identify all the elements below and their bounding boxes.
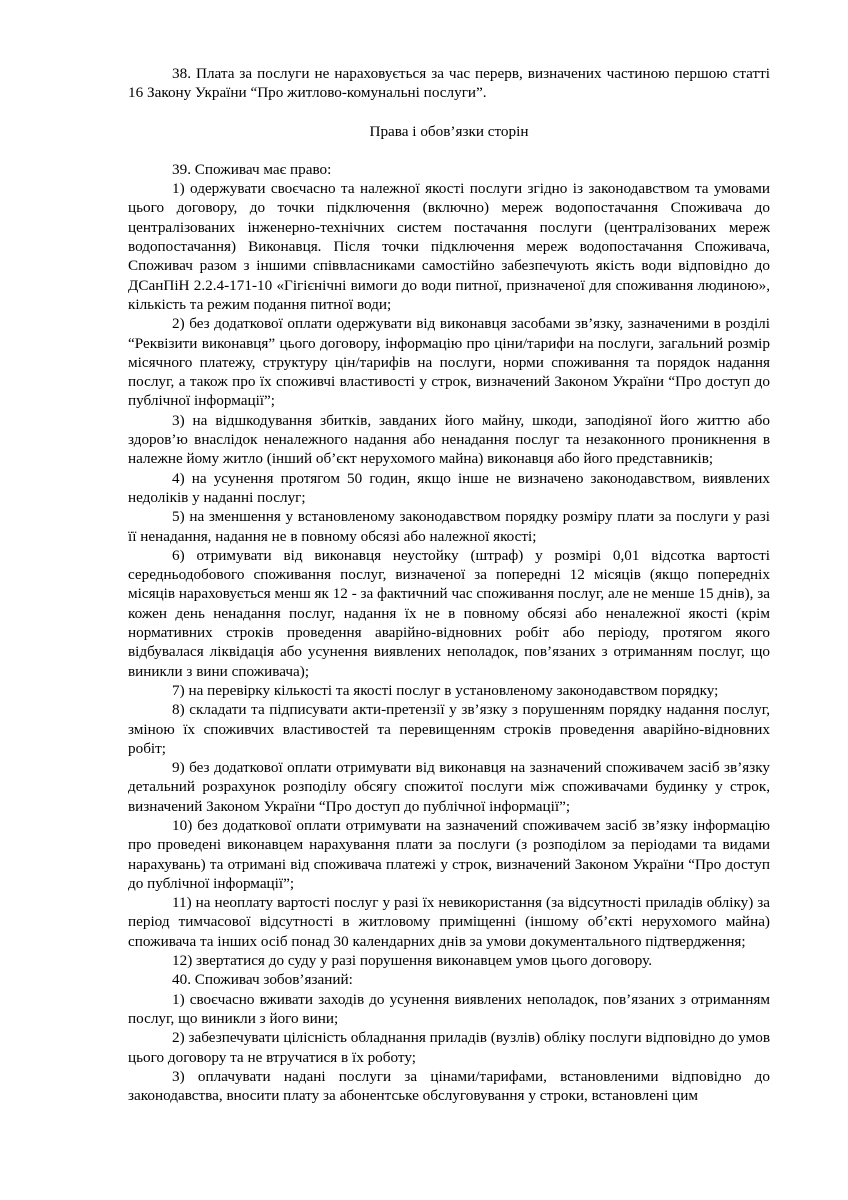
paragraph-39-9: 9) без додаткової оплати отримувати від виконавця на зазначений споживачем засіб зв’язку детальний розрахунок розподілу обсягу спожитої послуги між споживачами будинку у строк, визначений Законом України “Про доступ до публічної інформації”;: [128, 759, 770, 815]
paragraph-40-1: 1) своєчасно вживати заходів до усунення виявлених неполадок, пов’язаних з отриманням послуг, що виникли з його вини;: [128, 990, 770, 1027]
paragraph-40: 40. Споживач зобов’язаний:: [172, 971, 353, 989]
paragraph-39: 39. Споживач має право:: [172, 160, 332, 178]
paragraph-40-3: 3) оплачувати надані послуги за цінами/тарифами, встановленими відповідно до законодавства, вносити плату за абонентське обслуговування у строки, встановлені цим: [128, 1067, 770, 1105]
paragraph-39-4: 4) на усунення протягом 50 годин, якщо інше не визначено законодавством, виявлених недоліків у наданні послуг;: [128, 469, 770, 506]
paragraph-38: 38. Плата за послуги не нараховується за час перерв, визначених частиною першою статті 16 Закону України “Про житлово-комунальні послуги”.: [128, 65, 770, 102]
paragraph-39-8: 8) складати та підписувати акти-претензії у зв’язку з порушенням порядку надання послуг, зміною їх споживчих властивостей та перевищенням строків проведення аварійно-відновних робіт;: [128, 701, 770, 757]
paragraph-39-7: 7) на перевірку кількості та якості послуг в установленому законодавством порядку;: [172, 681, 719, 699]
document-page: [128, 64, 770, 1105]
paragraph-39-1: 1) одержувати своєчасно та належної якості послуги згідно із законодавством та умовами цього договору, до точки підключення (включно) мереж водопостачання Споживача до централізованих інженерно-технічних систем постачання послуги (централізованих мереж водопостачання) Виконавця. Після точки підключення мереж водопостачання Споживача, Споживач разом з іншими співвласниками самостійно забезпечують якість води відповідно до ДСанПіН 2.2.4-171-10 «Гігієнічні вимоги до води питної, призначеної для споживання людиною», кількість та режим подання питної води;: [128, 180, 770, 313]
paragraph-39-2: 2) без додаткової оплати одержувати від виконавця засобами зв’язку, зазначеними в розділі “Реквізити виконавця” цього договору, інформацію про ціни/тарифи на послуги, загальний розмір місячного платежу, структуру цін/тарифів на послуги, норми споживання та порядок надання послуг, а також про їх споживчі властивості у строк, визначений Законом України “Про доступ до публічної інформації”;: [128, 315, 770, 410]
paragraph-39-5: 5) на зменшення у встановленому законодавством порядку розміру плати за послуги у разі її ненадання, надання не в повному обсязі або належної якості;: [128, 508, 770, 545]
section-heading: Права і обов’язки сторін: [369, 122, 529, 140]
paragraph-40-2: 2) забезпечувати цілісність обладнання приладів (вузлів) обліку послуги відповідно до умов цього договору та не втручатися в їх роботу;: [128, 1029, 770, 1066]
paragraph-39-3: 3) на відшкодування збитків, завданих його майну, шкоди, заподіяної його життю або здоров’ю внаслідок неналежного надання або ненадання послуг та незаконного проникнення в належне йому житло (інший об’єкт нерухомого майна) виконавця або його представників;: [128, 411, 770, 468]
paragraph-39-10: 10) без додаткової оплати отримувати на зазначений споживачем засіб зв’язку інформацію про проведені виконавцем нарахування плати за послуги (з розподілом за періодами та видами нарахувань) та отримані від споживача платежі у строк, визначений Законом України “Про доступ до публічної інформації”;: [128, 816, 770, 892]
paragraph-39-6: 6) отримувати від виконавця неустойку (штраф) у розмірі 0,01 відсотка вартості середньодобового споживання послуг, визначеної за попередні 12 місяців (якщо попередніх місяців нараховується менш як 12 - за фактичний час споживання послуг, але не менше 15 днів), за кожен день ненадання послуг, надання їх не в повному обсязі або неналежної якості (крім нормативних строків проведення аварійно-відновних робіт або періоду, протягом якого відбувалася ліквідація або усунення виявлених неполадок, пов’язаних з отриманням послуг, що виникли з вини споживача);: [128, 546, 770, 680]
paragraph-39-11: 11) на неоплату вартості послуг у разі їх невикористання (за відсутності приладів обліку) за період тимчасової відсутності в житловому приміщенні (іншому об’єкті нерухомого майна) споживача та інших осіб понад 30 календарних днів за умови документального підтвердження;: [128, 894, 770, 950]
paragraph-39-12: 12) звертатися до суду у разі порушення виконавцем умов цього договору.: [172, 952, 653, 970]
